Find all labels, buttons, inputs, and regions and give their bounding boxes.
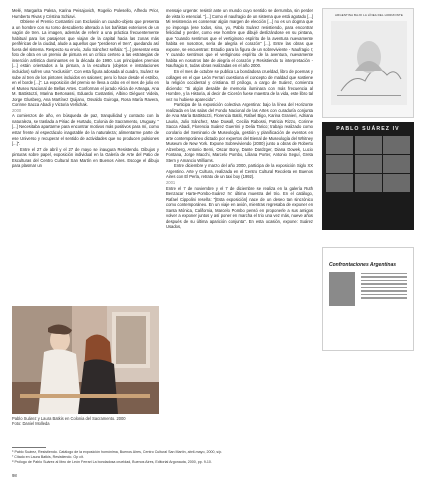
footnotes <box>12 450 312 465</box>
cover-photo-grid <box>326 136 410 192</box>
photograph <box>12 306 159 414</box>
paragraph: Melé, Margarita Paksa, Karina Peisajovich, Rogelio Polesello, Alfredo Prior, Humberto Rivas y Cristina Schiavi. <box>12 8 159 19</box>
text-line <box>361 283 407 284</box>
footnote: ⁸ Prólogo de Pablo Suárez al libro de León Ferrari La bondadosa crueldad, Buenos Aires, Editorial Argonauta, 2000, pp. 9-10. <box>12 459 212 464</box>
cover-drawing <box>331 21 407 105</box>
footnote: ⁶ Pablo Suárez, Resistiendo. Catálogo de la exposición homónima, Buenos Aires, Centro Cultural San Martín, abril-mayo, 2000, s/p. <box>12 450 223 454</box>
text-line <box>361 276 407 277</box>
text-column-right <box>166 8 313 230</box>
paragraph: A comienzos de año, en búsqueda de paz, tranquilidad y contacto con la naturaleza, se traslada a Piriac de Hurtado, Colonia de Sacramento, Uruguay. "[...] Necesitaba apartarme para encontrar motivos más positivos para mí, como estar frente al espectáculo inagotable de la naturaleza; alimentarme parte de ese Universo y recuperar el sentido de actividades que no producen pulsiones [...]". <box>12 113 159 147</box>
cover-text-lines <box>361 273 407 301</box>
cover-title: ARGENTINA BAJO LA LÍNEA DEL HORIZONTE <box>335 13 403 17</box>
photograph-image <box>12 306 159 414</box>
catalog-cover-confrontaciones <box>322 247 414 351</box>
paragraph: mensaje urgente: resistir ante un mundo cuyo sentido se derrumba, sin perder de vista lo esencial. "[...] Como el naufragio de un sistema que está agotado [...] Mi resistencia es conservar algún margen de elección [...] no es un dogma que yo imponga (ese todos, sino, yo, Pablo Suárez resistiendo, para encontrar felicidad y perder, como ese hombre que dibujé deslizándose en su pintana, que "cuando sentimos que el vertiginoso espíritu de la aventura nuevamente habita en nosotros, sería de alegría el corazón" [...]. Entre las obras que expone, se encuentran: Estudio para la figura de un sobreviviente - Naufragio I; Y cuando sentimos que el vertiginoso espíritu de la aventura, nuevamente habita en nosotros late de alegría el corazón y Resistiendo to interpretación - Naufragio II, todas obras realizadas en el año 2000. <box>166 8 313 69</box>
grid-photo <box>383 174 410 192</box>
text-line <box>361 297 407 298</box>
photo-caption <box>12 416 162 427</box>
cover-title: PABLO SUÁREZ IV <box>336 126 400 132</box>
grid-photo <box>383 155 410 173</box>
paragraph: Obtiene el Premio Costantini con Exclusión un cuadro-objeto que presenta a un hombre con su torso descubierto alterado a los bañistas exteriores de un vagón de tren. La imagen, además de referir a una práctica frecuentemente habitual para los pasajeros que viajan de la capital hacia las zonas más periféricas de la ciudad, alude a aquellos que "perdieron el tren", quedando así fuera del sistema. Respecto su envío, Julio Sánchez señala: "[...] presentar esta foto de obra en un premio de pintura es un crítico certero a las estrategias de inserción artística dominantes en la década de 1990. Los principales premios [...] están orientados a la pintura, a la escultura (objetos e instalaciones incluidos) sufren una "exclusión". Con esta figura adosada al cuadro, Suárez se sube al tren de los pintores incluidos en salones; pero lo hace desde el estribo, en el borde [...]". La exposición del premio se lleva a cabo en el mes de julio en el Museo Nacional de Bellas Artes. Conforman el jurado Alicia de Arteaga, Ana M. Battistozzi, Marina Bertonassi, Eduardo Costantini, Albino Diéguez Videla, Jorge Glusberg, Ana Martínez Quijano, Osvaldo Guiroga, Rosa María Ravera, Corinne Sacca Abadi y Victoria Verlichak. <box>12 19 159 108</box>
grid-photo <box>326 174 353 192</box>
text-line <box>361 280 407 281</box>
grid-row <box>326 155 410 173</box>
footnote-divider <box>12 447 46 448</box>
paragraph: Participa de la exposición colectiva Argentina: bajo la línea del Horizonte realizada en las salas del Fondo Nacional de las Artes con curaduría conjunta de Ana María Battistozzi, Florencia Batiti, Rafael Bigo, Karina Granieri, Adriana Lauria, Julio Sánchez, Mae Dowall, Cecilia Rabossi, Patricia Rizzo, Corinne Sacca Abadi, Florencia Suárez Guerrini y Delia Tarico; trabajo realizado como corolario del Seminario de Museología, gestión y planificación de eventos en arte contemporáneo dictado por expertos del Bienal de Museología del Whitney Museum de New York. Expone Sobreviviendo (2000) junto a obras de Roberto Alzenberg, Antonio Berni, Oscar Bony, Dante Dardzger, Diana Dowek, Lucio Fontana, Jorge Macchi, Marcelo Pombo, Liliana Porter, Antonio Seguí, Greta Stern y Amancio Williams. <box>166 102 313 163</box>
text-line <box>361 273 407 274</box>
caption-text: Pablo Suárez y Laura Batkis en Colonia del Sacramento. 2000 <box>12 416 126 421</box>
text-line <box>361 287 407 288</box>
text-line <box>361 290 407 291</box>
grid-row <box>326 136 410 154</box>
paragraph: En el mes de octubre se publica La bondadosa crueldad, libro de poemas y collages en el que León Ferrari cuestiona el concepto de maldad que sostiene la religión occidental y cristiana. El prólogo, a cargo de Suárez, comienza diciendo: "Si algún desalde de memoria iluminara con más frecuencia al Hombre, y la Historia, al decir de Cicerón fuese maestra de la vida, este libro tal vez no hubiese aparecido". <box>166 69 313 102</box>
grid-photo <box>326 155 353 173</box>
year-heading: 2001 <box>166 179 176 185</box>
year-heading: 2000 <box>12 107 22 113</box>
page-number: 98 <box>12 473 17 478</box>
paragraph: Entre el 27 de abril y el 27 de mayo se inaugura Resistendo. Dibujos y pinturas sobre papel, exposición individual en la Galería de Arte del Patio de Esculturas del Centro Cultural San Martín en Buenos Aires. Escoge el dibujo para plasmar un <box>12 146 159 169</box>
grid-photo <box>355 174 382 192</box>
grid-photo <box>383 136 410 154</box>
cover-image <box>329 272 355 306</box>
catalog-cover-suarez <box>322 122 414 230</box>
cover-title: Confrontaciones Argentinas <box>329 262 397 268</box>
grid-row <box>326 174 410 192</box>
text-line <box>361 294 407 295</box>
text-column-left <box>12 8 159 169</box>
paragraph: Entre el 7 de noviembre y el 7 de diciembre se realiza en la galería Ruth Benzacar Harte-Pombo-Suárez IV: última muestra del trio. En el catálogo, Rafael Cippolini reseña: "[Esta exposición] nace de un deseo tan sincrónico como contemporáneo. En un viaje en avión, mientras regresaba de exponer en Santa Mónica, California, Marcelo Pombo pensó en proponerle a sus amigos volver a exponer juntos y así poner en marcha el trio una vez más, nueve años después de su última aparición conjunta". En esta ocasión, expone: Suárez Usados, <box>166 185 313 230</box>
paragraph: Entre diciembre y marzo del año 2000, participa de la exposición Siglo XX Argentino. Arte y Cultura, realizada en el Centro Cultural Recoleta en Buenos Aires con El Perla, retrato de un taxi boy (1992). <box>166 163 313 180</box>
catalog-cover-horizonte <box>322 8 414 118</box>
grid-photo <box>355 136 382 154</box>
photo-credit: Foto: Daniel Molleda <box>12 421 50 427</box>
grid-photo <box>355 155 382 173</box>
footnote: ⁷ Citado en Laura Batkis, Resistiendo. Op cit. <box>12 454 84 459</box>
grid-photo <box>326 136 353 154</box>
